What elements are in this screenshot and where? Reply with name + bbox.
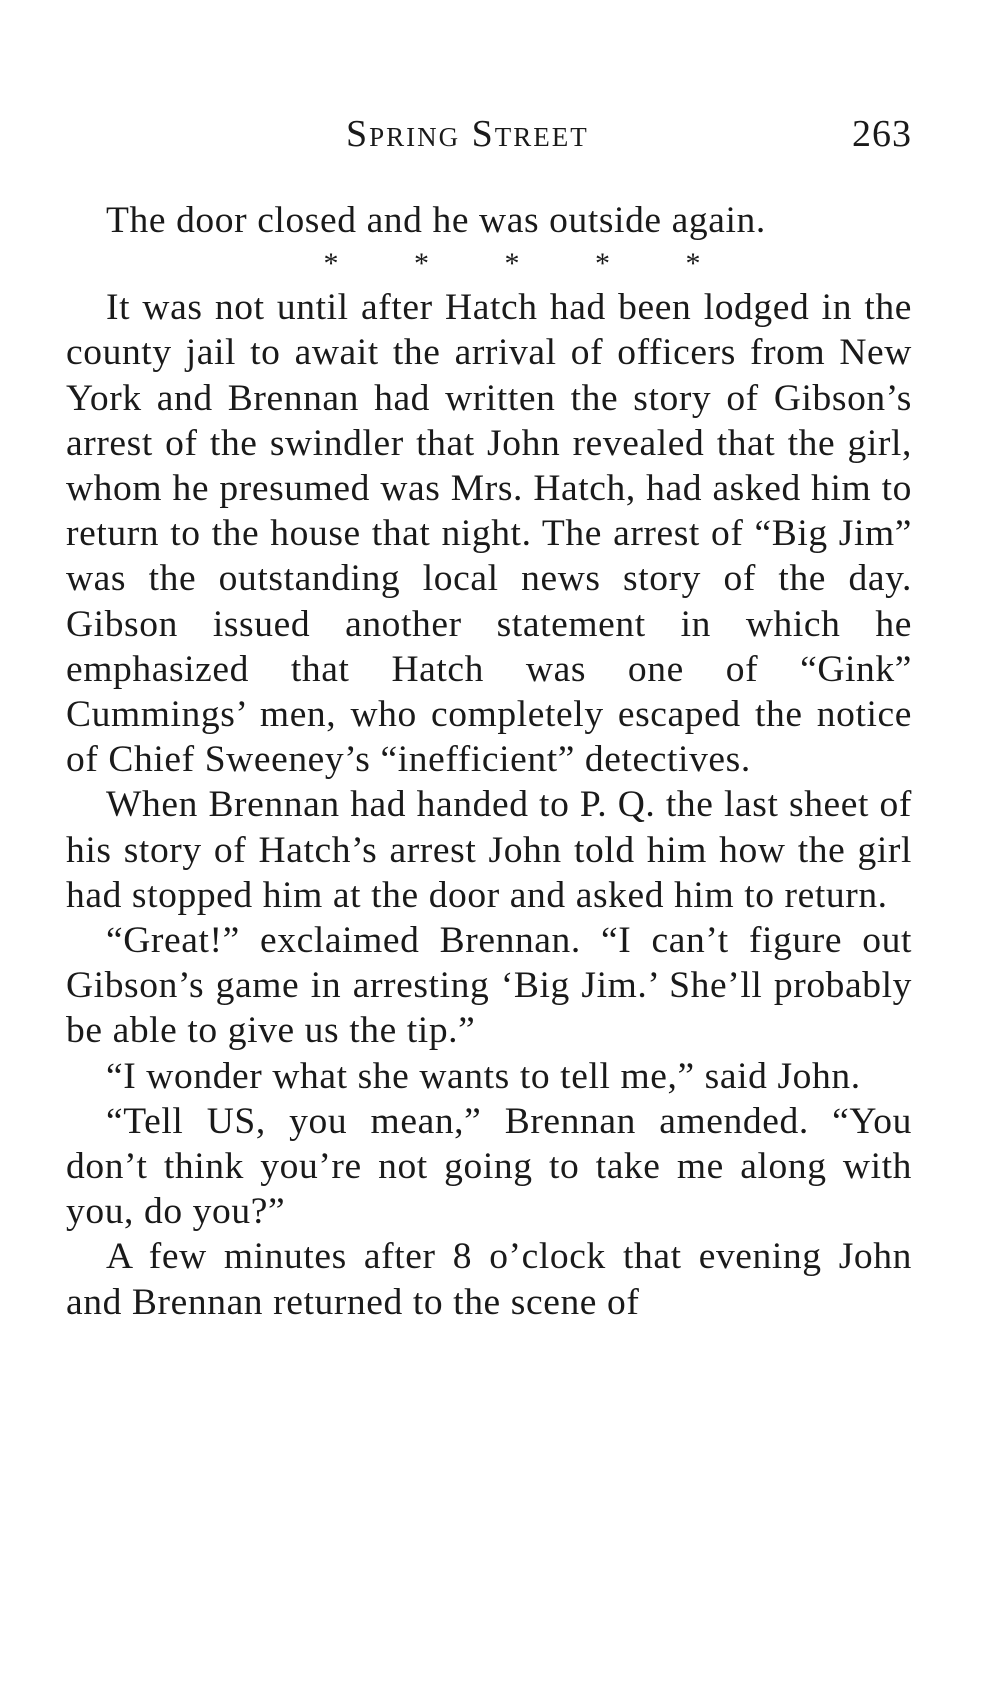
page-number: 263 xyxy=(852,113,912,155)
running-title: Spring Street xyxy=(346,113,589,155)
paragraph: “Tell US, you mean,” Brennan amended. “You don’t think you’re not going to take me along with you, do you?” xyxy=(66,1100,912,1233)
paragraph: “Great!” exclaimed Brennan. “I can’t figure out Gibson’s game in arresting ‘Big Jim.’ She’ll probably be able to give us the tip.” xyxy=(66,920,912,1052)
paragraph: The door closed and he was outside again. xyxy=(106,200,766,241)
paragraph: When Brennan had handed to P. Q. the last sheet of his story of Hatch’s arrest John told him how the girl had stopped him at the door and asked him to return. xyxy=(66,784,912,916)
section-break-asterisms: * * * * * xyxy=(323,247,735,281)
running-head xyxy=(66,112,912,162)
paragraph: It was not until after Hatch had been lodged in the county jail to await the arrival of officers from New York and Brennan had written the story of Gibson’s arrest of the swindler that John revealed that the girl, whom he presumed was Mrs. Hatch, had asked him to return to the house that night. The arrest of “Big Jim” was the outstanding local news story of the day. Gibson issued another statement in which he emphasized that Hatch was one of “Gink” Cummings’ men, who completely escaped the notice of Chief Sweeney’s “inefficient” detectives. xyxy=(66,287,912,781)
paragraph: A few minutes after 8 o’clock that evening John and Brennan returned to the scene of xyxy=(66,1236,912,1323)
paragraph: “I wonder what she wants to tell me,” said John. xyxy=(106,1055,861,1097)
body-text xyxy=(66,198,912,1325)
